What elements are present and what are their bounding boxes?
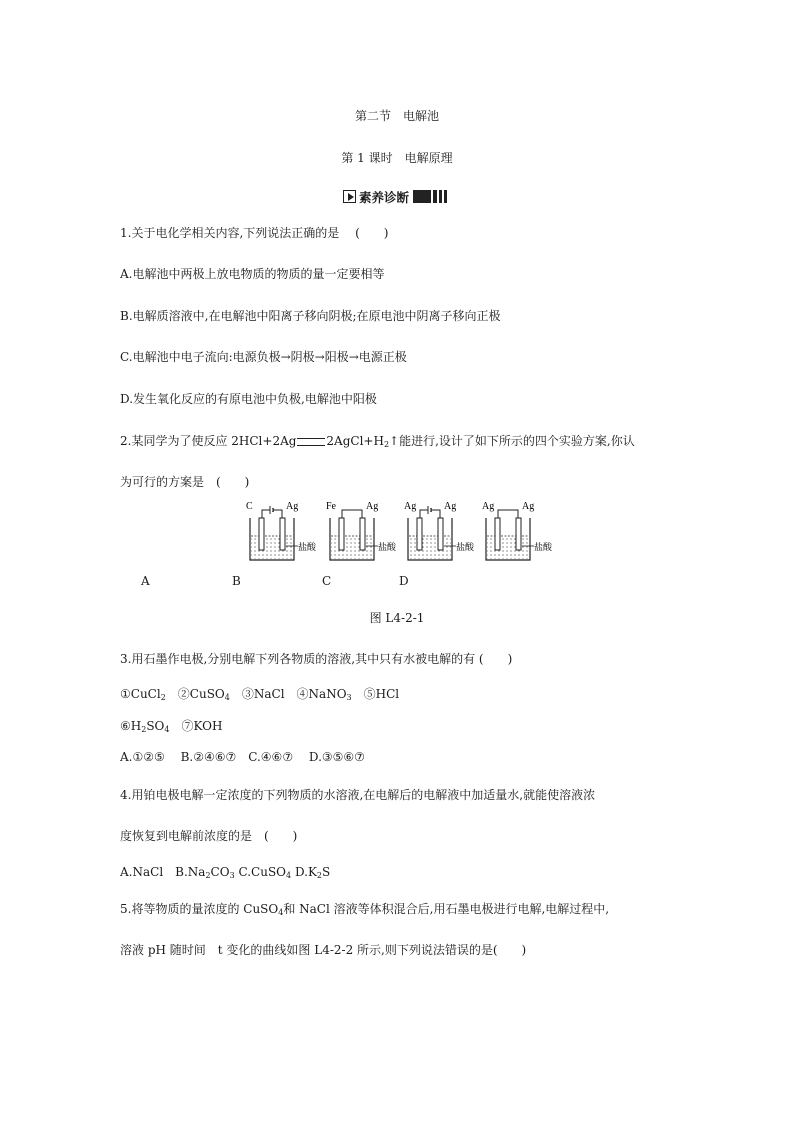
q2-label-c: C [322, 574, 332, 588]
double-line-equals [297, 438, 325, 446]
q3-sub-index: 2 [160, 693, 166, 702]
electrode-label-left: C [246, 501, 253, 512]
q1-option-b: B.电解质溶液中,在电解池中阳离子移向阴极;在原电池中阴离子移向正极 [120, 309, 501, 323]
section-badge [343, 188, 449, 205]
q3-sub-text: ⑤HCl [351, 687, 400, 701]
wire [498, 510, 518, 528]
q4-opt-text: C.CuSO [234, 865, 287, 879]
q4-opt-index: 4 [286, 871, 292, 880]
q2-stem-part-a: 2.某同学为了使反应 2HCl+2Ag [120, 434, 297, 448]
solution-label: 盐酸 [456, 543, 475, 553]
q5-stem-line2: 溶液 pH 随时间 t 变化的曲线如图 L4-2-2 所示,则下列说法错误的是( ) [120, 943, 527, 957]
q3-options: A.①②⑤ B.②④⑥⑦ C.④⑥⑦ D.③⑤⑥⑦ [120, 750, 365, 764]
hydrochloric-acid-solution [331, 537, 373, 559]
electrode-left [417, 518, 422, 550]
q3-sub-index: 4 [224, 693, 230, 702]
electrode-label-left: Ag [404, 501, 417, 512]
q3-stem: 3.用石墨作电极,分别电解下列各物质的溶液,其中只有水被电解的有 ( ) [120, 652, 513, 666]
wire [262, 510, 282, 528]
q2-stem-line1 [120, 433, 635, 449]
battery-gap [271, 509, 273, 511]
electrode-label-right: Ag [522, 501, 535, 512]
electrode-left [495, 518, 500, 550]
play-icon [343, 190, 356, 203]
electrode-label-left: Ag [482, 501, 495, 512]
solution-label: 盐酸 [298, 543, 317, 553]
q3-substances-line2 [120, 718, 222, 734]
wire [342, 510, 362, 528]
q4-opt-index: 2 [316, 871, 323, 880]
q5-stem-line1 [120, 901, 609, 917]
q4-options [120, 864, 330, 880]
q1-option-a: A.电解池中两极上放电物质的物质的量一定要相等 [120, 267, 385, 281]
electrode-left [339, 518, 344, 550]
q4-opt-index: 3 [229, 871, 235, 880]
q2-stem-part-b: 2AgCl+H [326, 434, 384, 448]
q3-sub-text: ①CuCl [120, 687, 161, 701]
electrode-right [280, 518, 285, 550]
q1-option-d: D.发生氧化反应的有原电池中负极,电解池中阳极 [120, 392, 377, 406]
electrode-right [516, 518, 521, 550]
solution-label: 盐酸 [534, 543, 553, 553]
q2-stem-sub: 2 [383, 440, 390, 449]
electrode-label-right: Ag [286, 501, 299, 512]
hydrochloric-acid-solution [251, 537, 293, 559]
figure-caption: 图 L4-2-1 [369, 611, 425, 625]
electrode-label-left: Fe [326, 501, 336, 512]
q3-sub-text: ⑥H [120, 719, 142, 733]
q2-label-b: B [232, 574, 241, 588]
q4-opt-text: CO [210, 865, 230, 879]
electrolysis-figure [238, 498, 558, 570]
lesson-title: 第 1 课时 电解原理 [341, 151, 453, 165]
q4-opt-text: A.NaCl B.Na [120, 865, 206, 879]
electrode-label-right: Ag [366, 501, 379, 512]
electrode-label-right: Ag [444, 501, 457, 512]
q5-stem-sub: 4 [278, 908, 284, 917]
q4-stem-line2: 度恢复到电解前浓度的是 ( ) [120, 829, 298, 843]
q3-sub-text: ⑦KOH [169, 719, 223, 733]
electrode-left [259, 518, 264, 550]
q4-opt-text: S [322, 865, 331, 879]
hydrochloric-acid-solution [409, 537, 451, 559]
q3-sub-index: 4 [164, 725, 170, 734]
q5-stem-part-b: 和 NaCl 溶液等体积混合后,用石墨电极进行电解,电解过程中, [283, 902, 610, 916]
electrode-right [360, 518, 365, 550]
q3-substances-line1 [120, 686, 399, 702]
q5-stem-part-a: 5.将等物质的量浓度的 CuSO [120, 902, 279, 916]
bars-icon [413, 190, 449, 203]
wire [420, 510, 440, 528]
q3-sub-index: 2 [141, 725, 147, 734]
hydrochloric-acid-solution [487, 537, 529, 559]
q3-sub-text: ③NaCl ④NaNO [229, 687, 347, 701]
badge-label: 素养诊断 [359, 189, 410, 205]
section-title: 第二节 电解池 [354, 109, 439, 123]
q4-stem-line1: 4.用铂电极电解一定浓度的下列物质的水溶液,在电解后的电解液中加适量水,就能使溶液浓 [120, 788, 596, 802]
q3-sub-text: ②CuSO [165, 687, 225, 701]
q1-stem: 1.关于电化学相关内容,下列说法正确的是 ( ) [120, 226, 389, 240]
q2-label-a: A [141, 574, 150, 588]
electrode-right [438, 518, 443, 550]
battery-gap [429, 509, 431, 511]
q4-opt-text: D.K [291, 865, 317, 879]
q2-stem-line2: 为可行的方案是 ( ) [120, 475, 250, 489]
q4-opt-index: 2 [205, 871, 211, 880]
solution-label: 盐酸 [378, 543, 397, 553]
q3-sub-text: SO [146, 719, 165, 733]
q2-stem-part-c: ↑能进行,设计了如下所示的四个实验方案,你认 [389, 434, 635, 448]
q1-option-c: C.电解池中电子流向:电源负极→阴极→阳极→电源正极 [120, 350, 407, 364]
q2-label-d: D [399, 574, 409, 588]
q3-sub-index: 3 [346, 693, 352, 702]
